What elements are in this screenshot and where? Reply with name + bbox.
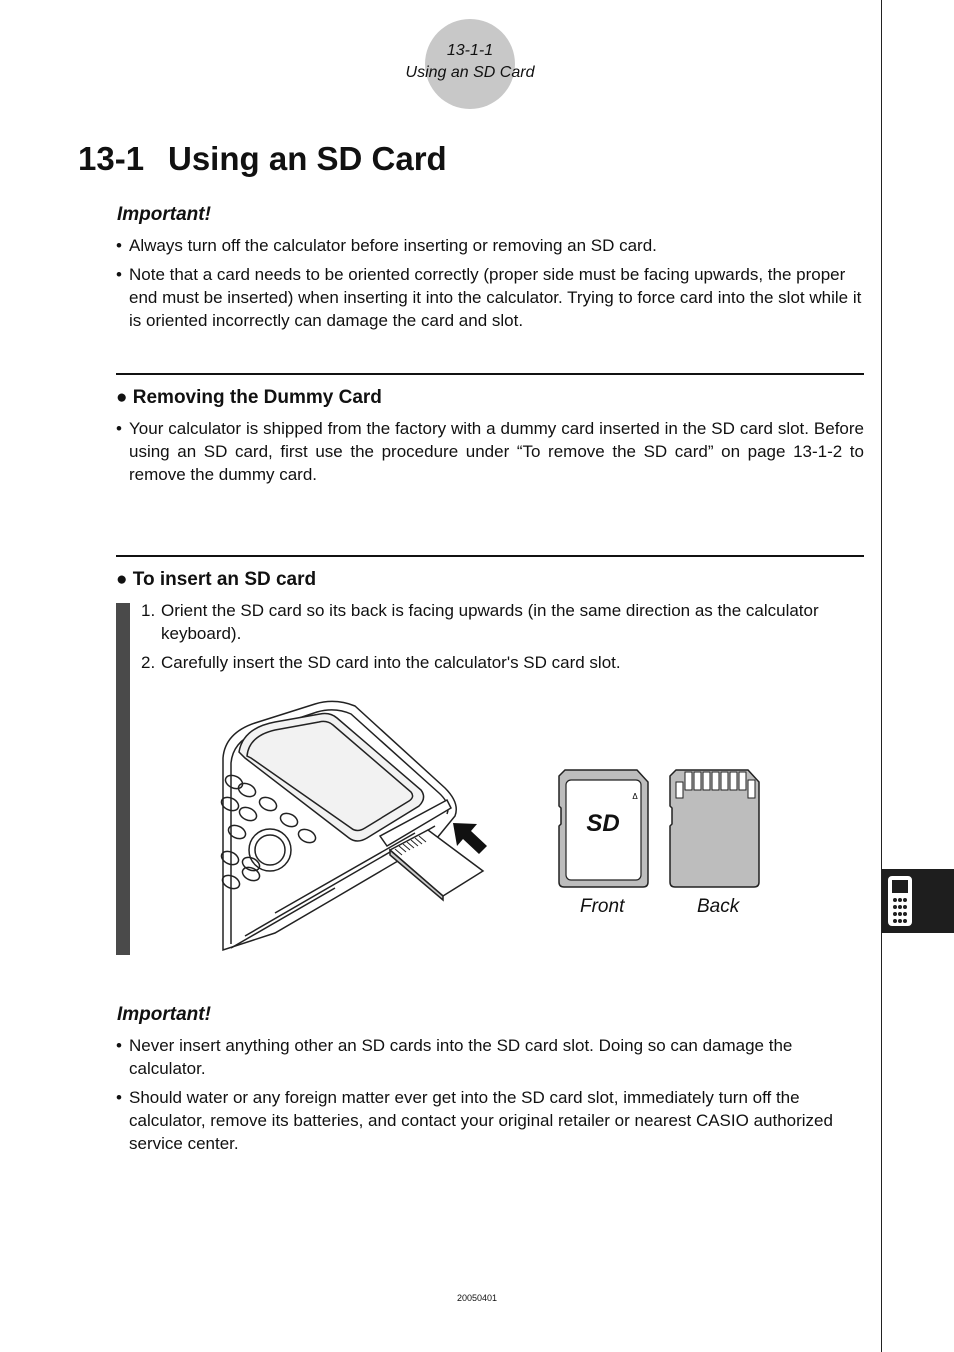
header-section-title: Using an SD Card [405, 64, 535, 81]
page-title [78, 140, 447, 178]
important-heading: Important! [117, 204, 211, 225]
sd-logo: SD [586, 810, 620, 837]
sd-card-front [557, 768, 650, 890]
back-caption: Back [697, 896, 740, 917]
calculator-icon [887, 875, 913, 927]
section-heading-remove: ● Removing the Dummy Card [116, 387, 382, 408]
insert-arrow-icon [453, 823, 487, 854]
remove-bullet: • Your calculator is shipped from the factory with a dummy card inserted in the SD card slot. Before using an SD card, first use the procedure under “To remove the SD card” on page 13-1-2 to remove the dummy card. [116, 419, 864, 484]
chapter-tab [882, 869, 954, 933]
step-item: 2. Carefully insert the SD card into the calculator's SD card slot. [141, 653, 621, 672]
important-heading: Important! [117, 1004, 211, 1025]
footer-code: 20050401 [456, 1293, 498, 1303]
header-section-number: 13-1-1 [446, 42, 494, 59]
sd-card-back [668, 768, 761, 890]
important-bullet: • Should water or any foreign matter ever get into the SD card slot, immediately turn off the calculator, remove its batteries, and contact your original retailer or nearest CASIO authorized service center. [116, 1088, 833, 1153]
chapter-number: 13-1 [78, 140, 145, 177]
important-bullet: • Note that a card needs to be oriented correctly (proper side must be facing upwards, the proper end must be inserted) when inserting it into the calculator. Trying to force card into the slot while it is oriented incorrectly can damage the card and slot. [116, 265, 862, 330]
page-edge-rule [881, 0, 882, 1352]
front-caption: Front [580, 896, 625, 917]
chapter-title: Using an SD Card [168, 140, 447, 177]
important-bullet: • Never insert anything other an SD cards into the SD card slot. Doing so can damage the calculator. [116, 1036, 793, 1078]
step-bar [116, 603, 130, 955]
step-item: 1. Orient the SD card so its back is facing upwards (in the same direction as the calculator keyboard). [141, 601, 819, 643]
section-divider [116, 555, 864, 557]
section-divider [116, 373, 864, 375]
card-mark: Δ [632, 792, 638, 801]
section-heading-insert: ● To insert an SD card [116, 569, 317, 590]
calculator-illustration [215, 698, 505, 956]
important-bullet: • Always turn off the calculator before inserting or removing an SD card. [116, 236, 657, 255]
